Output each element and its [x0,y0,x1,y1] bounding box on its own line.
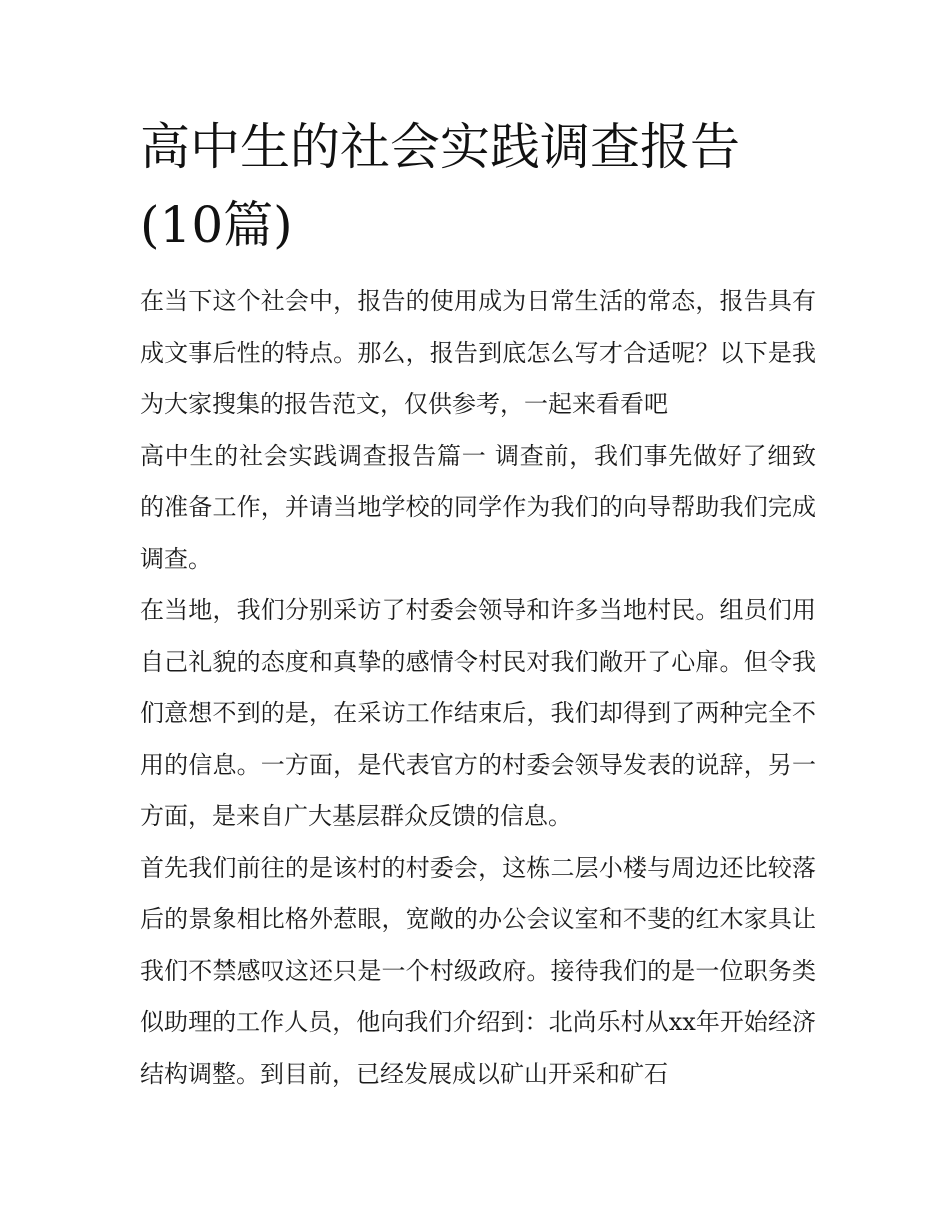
paragraph-intro: 在当下这个社会中，报告的使用成为日常生活的常态，报告具有成文事后性的特点。那么，报告到底怎么写才合适呢？以下是我为大家搜集的报告范文，仅供参考，一起来看看吧 [140,287,816,418]
paragraph-section-one: 高中生的社会实践调查报告篇一 调查前，我们事先做好了细致的准备工作，并请当地学校的同学作为我们的向导帮助我们完成调查。 [140,441,816,573]
paragraph-interviews: 在当地，我们分别采访了村委会领导和许多当地村民。组员们用自己礼貌的态度和真挚的感情令村民对我们敞开了心扉。但令我们意想不到的是，在采访工作结束后，我们却得到了两种完全不用的信息。一方面，是代表官方的村委会领导发表的说辞，另一方面，是来自广大基层群众反馈的信息。 [140,596,816,830]
document-title: 高中生的社会实践调查报告(10篇) [140,118,740,254]
document-body [140,276,816,1100]
paragraph-village-committee: 首先我们前往的是该村的村委会，这栋二层小楼与周边还比较落后的景象相比格外惹眼，宽敞的办公会议室和不斐的红木家具让我们不禁感叹这还只是一个村级政府。接待我们的是一位职务类似助理的工作人员，他向我们介绍到：北尚乐村从xx年开始经济结构调整。到目前，已经发展成以矿山开采和矿石 [140,853,816,1088]
